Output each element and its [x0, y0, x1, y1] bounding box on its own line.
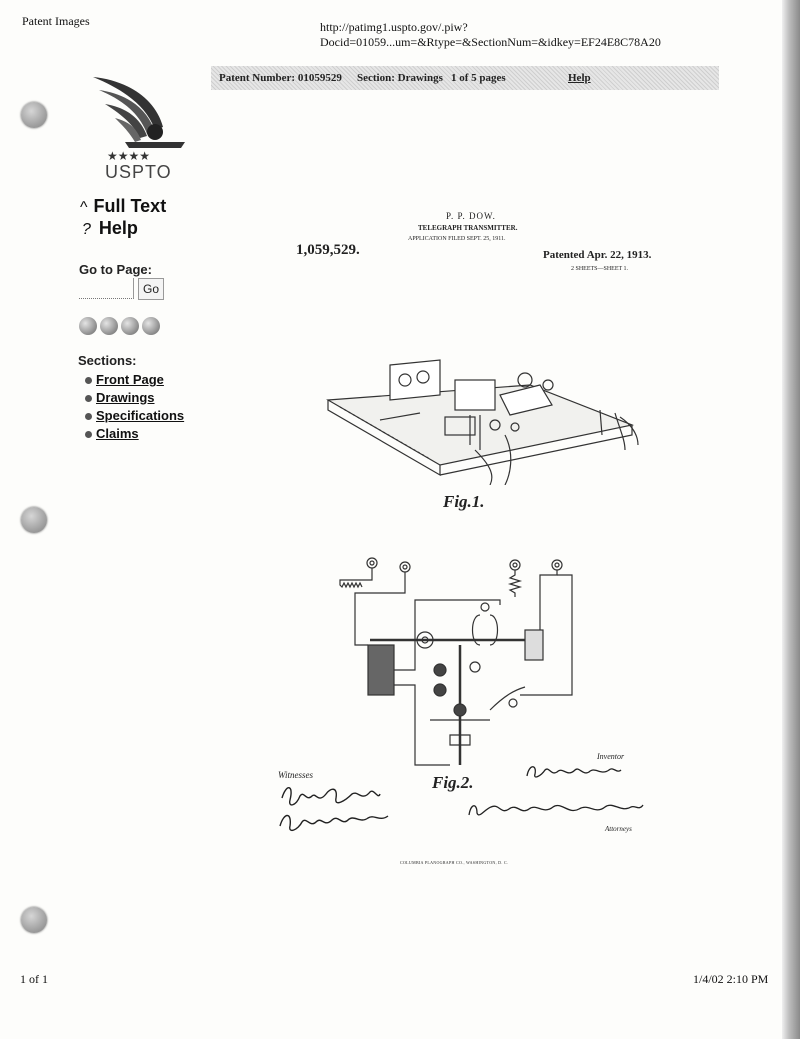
- help-nav-link[interactable]: [82, 218, 138, 239]
- page-nav-buttons: [79, 317, 163, 340]
- bullet-icon: [85, 377, 92, 384]
- next-page-icon[interactable]: [121, 317, 139, 335]
- full-text-link[interactable]: [80, 196, 166, 217]
- inventor-name: P. P. DOW.: [446, 211, 496, 221]
- svg-text:★★★★: ★★★★: [107, 149, 151, 162]
- witnesses-label: Witnesses: [278, 770, 313, 780]
- bullet-icon: [85, 395, 92, 402]
- go-to-page-label: Go to Page:: [79, 262, 152, 277]
- inventor-label: Inventor: [597, 752, 625, 761]
- last-page-icon[interactable]: [142, 317, 160, 335]
- patent-title: TELEGRAPH TRANSMITTER.: [418, 224, 518, 232]
- patent-number-printed: 1,059,529.: [296, 242, 360, 258]
- section-front-page[interactable]: [85, 371, 164, 389]
- punch-hole-middle: [21, 507, 47, 533]
- section-link-label: Front Page: [96, 372, 164, 387]
- eagle-logo-icon: [85, 72, 185, 162]
- bullet-icon: [85, 413, 92, 420]
- logo-text: USPTO: [105, 162, 172, 182]
- full-text-label: Full Text: [93, 196, 167, 216]
- question-mark-icon: ?: [82, 221, 91, 238]
- print-footer-datetime: 1/4/02 2:10 PM: [693, 972, 769, 986]
- inventor-signature: [523, 760, 623, 782]
- section-link-label: Claims: [96, 426, 139, 441]
- section-link-label: Drawings: [96, 390, 155, 405]
- patent-toolbar: [211, 66, 719, 90]
- print-header-title: Patent Images: [22, 14, 90, 28]
- attorney-signature: [465, 797, 645, 823]
- application-date: APPLICATION FILED SEPT. 25, 1911.: [408, 236, 506, 242]
- chevron-up-icon: ^: [80, 199, 88, 216]
- patent-number: Patent Number: 01059529: [219, 72, 342, 84]
- figure-2-circuit: [330, 545, 600, 775]
- patented-date: Patented Apr. 22, 1913.: [543, 249, 652, 261]
- section-drawings[interactable]: [85, 389, 155, 407]
- punch-hole-top: [21, 102, 47, 128]
- bullet-icon: [85, 431, 92, 438]
- print-footer-page: 1 of 1: [20, 972, 48, 986]
- attorneys-label: Attorneys: [605, 825, 632, 833]
- previous-page-icon[interactable]: [100, 317, 118, 335]
- section-claims[interactable]: [85, 425, 139, 443]
- section-label: Section: Drawings: [357, 72, 443, 84]
- go-button[interactable]: Go: [138, 278, 164, 300]
- figure-1-label: Fig.1.: [443, 492, 485, 511]
- print-header-url: http://patimg1.uspto.gov/.piw?Docid=01059...um=&Rtype=&SectionNum=&idkey=EF24E8C78A20: [320, 20, 661, 49]
- scan-edge: [782, 0, 800, 1039]
- witness-signatures: [276, 780, 396, 836]
- figure-2-label: Fig.2.: [432, 773, 474, 792]
- punch-hole-bottom: [21, 907, 47, 933]
- help-label: Help: [98, 218, 138, 238]
- first-page-icon[interactable]: [79, 317, 97, 335]
- section-specifications[interactable]: [85, 407, 184, 425]
- printer-credit: COLUMBIA PLANOGRAPH CO., WASHINGTON, D. C.: [400, 860, 509, 865]
- page-number-input[interactable]: [79, 278, 134, 299]
- help-link[interactable]: Help: [568, 72, 591, 84]
- section-link-label: Specifications: [96, 408, 185, 423]
- sheet-count: 2 SHEETS—SHEET 1.: [571, 266, 629, 272]
- figure-1-drawing: [320, 355, 640, 485]
- page-count: 1 of 5 pages: [451, 72, 506, 84]
- uspto-logo[interactable]: [85, 72, 185, 187]
- sections-label: Sections:: [78, 353, 137, 368]
